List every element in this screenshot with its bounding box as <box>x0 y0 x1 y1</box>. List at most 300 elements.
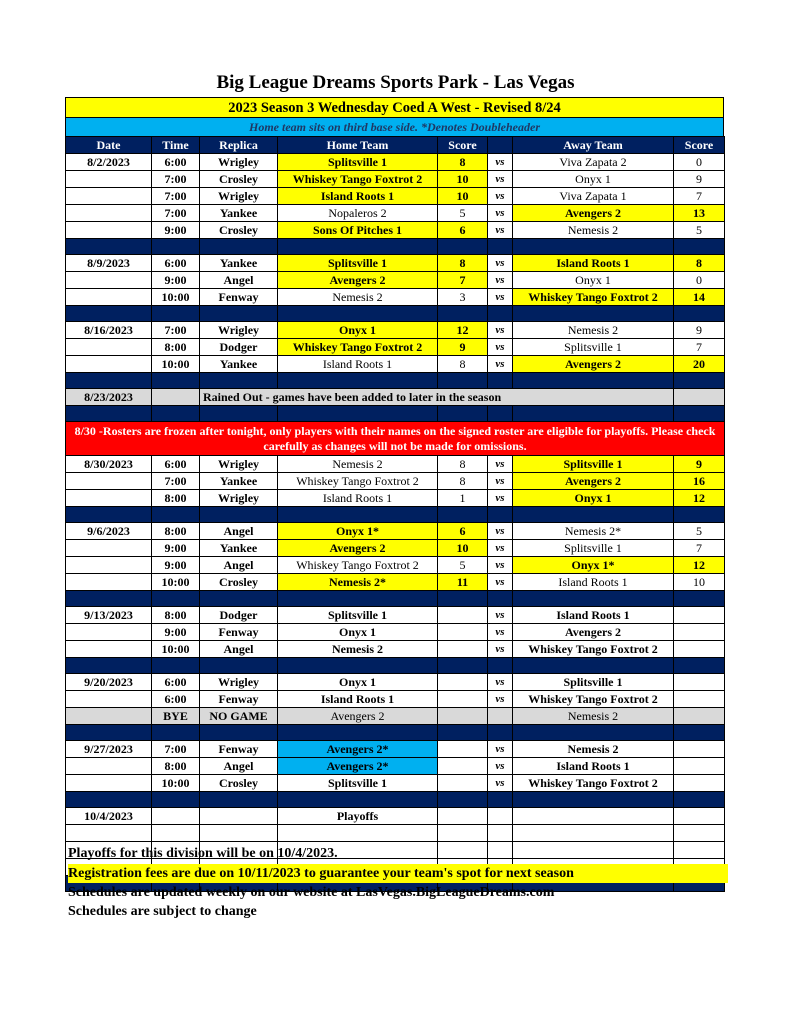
time-cell: 6:00 <box>152 154 200 171</box>
away-score-cell: 13 <box>674 205 725 222</box>
date-cell: 9/6/2023 <box>66 523 152 540</box>
game-row <box>66 188 725 205</box>
separator-row <box>66 792 725 808</box>
away-team-cell: Viva Zapata 1 <box>513 188 674 205</box>
home-score-cell <box>438 758 488 775</box>
away-score-cell <box>674 607 725 624</box>
separator-cell <box>674 591 725 607</box>
separator-cell <box>513 406 674 422</box>
vs-cell: vs <box>488 171 513 188</box>
time-cell: 7:00 <box>152 741 200 758</box>
game-row <box>66 624 725 641</box>
replica-cell: Wrigley <box>200 456 278 473</box>
time-cell: 9:00 <box>152 272 200 289</box>
game-row <box>66 473 725 490</box>
separator-cell <box>66 306 152 322</box>
separator-cell <box>200 591 278 607</box>
separator-cell <box>438 406 488 422</box>
col-away-team: Away Team <box>513 137 674 154</box>
vs-cell: vs <box>488 154 513 171</box>
bye-row <box>66 708 725 725</box>
home-score-cell: 8 <box>438 154 488 171</box>
rained-out-row <box>66 389 725 406</box>
away-score-cell: 12 <box>674 557 725 574</box>
replica-cell: Angel <box>200 758 278 775</box>
separator-cell <box>66 406 152 422</box>
away-score-cell: 7 <box>674 188 725 205</box>
away-score-cell: 7 <box>674 540 725 557</box>
date-cell <box>66 205 152 222</box>
replica-cell: Crosley <box>200 171 278 188</box>
separator-cell <box>513 239 674 255</box>
date-cell: 9/20/2023 <box>66 674 152 691</box>
vs-cell: vs <box>488 456 513 473</box>
away-score-cell: 7 <box>674 339 725 356</box>
vs-cell: vs <box>488 557 513 574</box>
date-cell <box>66 339 152 356</box>
away-team-cell: Avengers 2 <box>513 356 674 373</box>
home-score-cell <box>438 708 488 725</box>
separator-cell <box>488 306 513 322</box>
game-row <box>66 741 725 758</box>
separator-cell <box>66 591 152 607</box>
separator-cell <box>488 507 513 523</box>
home-team-cell: Splitsville 1 <box>278 775 438 792</box>
separator-cell <box>488 406 513 422</box>
date-cell: 9/27/2023 <box>66 741 152 758</box>
separator-cell <box>513 792 674 808</box>
away-team-cell: Whiskey Tango Foxtrot 2 <box>513 289 674 306</box>
date-cell <box>66 775 152 792</box>
away-team-cell: Island Roots 1 <box>513 574 674 591</box>
footer-registration: Registration fees are due on 10/11/2023 to guarantee your team's spot for next season <box>68 864 728 883</box>
date-cell <box>66 356 152 373</box>
away-team-cell: Onyx 1 <box>513 490 674 507</box>
time-cell: 6:00 <box>152 674 200 691</box>
home-team-cell: Whiskey Tango Foxtrot 2 <box>278 557 438 574</box>
separator-cell <box>488 373 513 389</box>
home-score-cell: 10 <box>438 171 488 188</box>
rained-out-text: Rained Out - games have been added to later in the season <box>200 389 674 406</box>
separator-cell <box>278 406 438 422</box>
vs-cell: vs <box>488 255 513 272</box>
away-score-cell: 12 <box>674 490 725 507</box>
game-row <box>66 356 725 373</box>
home-team-cell: Sons Of Pitches 1 <box>278 222 438 239</box>
date-cell <box>66 641 152 658</box>
date-cell: 8/23/2023 <box>66 389 152 406</box>
home-team-note: Home team sits on third base side. *Denotes Doubleheader <box>65 118 724 136</box>
away-team-cell: Nemesis 2 <box>513 222 674 239</box>
separator-cell <box>278 658 438 674</box>
away-score-cell <box>674 641 725 658</box>
blank-cell <box>278 825 438 842</box>
col-away-score: Score <box>674 137 725 154</box>
away-score-cell <box>674 624 725 641</box>
separator-cell <box>438 792 488 808</box>
time-cell: 8:00 <box>152 758 200 775</box>
separator-cell <box>438 591 488 607</box>
replica-cell: Angel <box>200 641 278 658</box>
blank-cell <box>66 825 152 842</box>
date-cell: 10/4/2023 <box>66 808 152 825</box>
home-team-cell: Onyx 1* <box>278 523 438 540</box>
date-cell: 8/9/2023 <box>66 255 152 272</box>
home-score-cell: 5 <box>438 557 488 574</box>
game-row <box>66 205 725 222</box>
time-cell: 7:00 <box>152 188 200 205</box>
game-row <box>66 222 725 239</box>
separator-cell <box>513 591 674 607</box>
header-row <box>66 137 725 154</box>
separator-cell <box>200 725 278 741</box>
away-score-cell: 0 <box>674 154 725 171</box>
game-row <box>66 540 725 557</box>
separator-cell <box>200 373 278 389</box>
vs-cell: vs <box>488 540 513 557</box>
separator-cell <box>438 725 488 741</box>
away-team-cell: Onyx 1 <box>513 272 674 289</box>
time-cell: 9:00 <box>152 624 200 641</box>
time-cell: 10:00 <box>152 289 200 306</box>
footer-subject-to-change: Schedules are subject to change <box>68 904 257 919</box>
col-date: Date <box>66 137 152 154</box>
replica-cell: Wrigley <box>200 490 278 507</box>
col-home-team: Home Team <box>278 137 438 154</box>
home-score-cell: 12 <box>438 322 488 339</box>
blank-cell <box>200 825 278 842</box>
away-team-cell: Island Roots 1 <box>513 758 674 775</box>
separator-cell <box>278 239 438 255</box>
date-cell: 9/13/2023 <box>66 607 152 624</box>
home-score-cell: 3 <box>438 289 488 306</box>
date-cell <box>66 188 152 205</box>
replica-cell: NO GAME <box>200 708 278 725</box>
away-score-cell: 9 <box>674 456 725 473</box>
game-row <box>66 641 725 658</box>
separator-cell <box>438 306 488 322</box>
replica-cell: Wrigley <box>200 188 278 205</box>
vs-cell <box>488 808 513 825</box>
date-cell <box>66 708 152 725</box>
home-score-cell <box>438 641 488 658</box>
away-team-cell: Viva Zapata 2 <box>513 154 674 171</box>
time-cell: 7:00 <box>152 322 200 339</box>
blank-cell <box>438 825 488 842</box>
separator-cell <box>488 725 513 741</box>
home-team-cell: Island Roots 1 <box>278 356 438 373</box>
home-score-cell: 6 <box>438 222 488 239</box>
separator-row <box>66 658 725 674</box>
home-team-cell: Splitsville 1 <box>278 255 438 272</box>
away-team-cell: Whiskey Tango Foxtrot 2 <box>513 775 674 792</box>
separator-cell <box>674 406 725 422</box>
date-cell <box>66 624 152 641</box>
home-score-cell: 8 <box>438 356 488 373</box>
away-score-cell <box>674 758 725 775</box>
home-team-cell: Nemesis 2 <box>278 289 438 306</box>
date-cell <box>66 758 152 775</box>
away-team-cell: Whiskey Tango Foxtrot 2 <box>513 641 674 658</box>
away-score-cell <box>674 708 725 725</box>
game-row <box>66 674 725 691</box>
home-team-cell: Whiskey Tango Foxtrot 2 <box>278 473 438 490</box>
separator-cell <box>200 658 278 674</box>
replica-cell: Fenway <box>200 289 278 306</box>
replica-cell: Fenway <box>200 741 278 758</box>
game-row <box>66 775 725 792</box>
vs-cell: vs <box>488 775 513 792</box>
home-team-cell: Avengers 2 <box>278 708 438 725</box>
home-team-cell: Whiskey Tango Foxtrot 2 <box>278 339 438 356</box>
separator-cell <box>513 507 674 523</box>
score-cell <box>674 389 725 406</box>
away-team-cell: Avengers 2 <box>513 624 674 641</box>
game-row <box>66 758 725 775</box>
separator-cell <box>200 239 278 255</box>
date-cell: 8/30/2023 <box>66 456 152 473</box>
separator-cell <box>152 792 200 808</box>
col-vs <box>488 137 513 154</box>
vs-cell <box>488 708 513 725</box>
separator-cell <box>152 507 200 523</box>
replica-cell: Wrigley <box>200 674 278 691</box>
time-cell: 6:00 <box>152 691 200 708</box>
separator-cell <box>152 591 200 607</box>
separator-row <box>66 306 725 322</box>
vs-cell: vs <box>488 222 513 239</box>
away-team-cell: Nemesis 2 <box>513 322 674 339</box>
away-team-cell: Avengers 2 <box>513 473 674 490</box>
date-cell <box>66 557 152 574</box>
home-score-cell <box>438 691 488 708</box>
time-cell <box>152 808 200 825</box>
home-team-cell: Island Roots 1 <box>278 490 438 507</box>
game-row <box>66 607 725 624</box>
home-score-cell: 1 <box>438 490 488 507</box>
separator-cell <box>513 373 674 389</box>
separator-cell <box>488 239 513 255</box>
separator-cell <box>66 373 152 389</box>
away-score-cell <box>674 674 725 691</box>
home-team-cell: Onyx 1 <box>278 624 438 641</box>
replica-cell: Dodger <box>200 339 278 356</box>
separator-cell <box>66 507 152 523</box>
date-cell <box>66 691 152 708</box>
time-cell: 10:00 <box>152 641 200 658</box>
away-score-cell: 20 <box>674 356 725 373</box>
home-team-cell: Nemesis 2 <box>278 641 438 658</box>
replica-cell: Crosley <box>200 574 278 591</box>
home-score-cell: 8 <box>438 255 488 272</box>
replica-cell <box>200 808 278 825</box>
home-score-cell <box>438 808 488 825</box>
time-cell: BYE <box>152 708 200 725</box>
away-score-cell: 9 <box>674 171 725 188</box>
separator-row <box>66 507 725 523</box>
home-score-cell <box>438 741 488 758</box>
game-row <box>66 557 725 574</box>
game-row <box>66 154 725 171</box>
separator-cell <box>278 792 438 808</box>
date-cell <box>66 473 152 490</box>
page-title: Big League Dreams Sports Park - Las Vegas <box>216 72 575 93</box>
replica-cell: Angel <box>200 523 278 540</box>
away-team-cell: Whiskey Tango Foxtrot 2 <box>513 691 674 708</box>
time-cell: 8:00 <box>152 523 200 540</box>
away-score-cell: 8 <box>674 255 725 272</box>
game-row <box>66 808 725 825</box>
home-team-cell: Nopaleros 2 <box>278 205 438 222</box>
separator-cell <box>438 239 488 255</box>
time-cell: 8:00 <box>152 490 200 507</box>
vs-cell: vs <box>488 188 513 205</box>
replica-cell: Angel <box>200 557 278 574</box>
date-cell <box>66 272 152 289</box>
roster-notice-row <box>66 422 725 456</box>
replica-cell: Dodger <box>200 607 278 624</box>
vs-cell: vs <box>488 272 513 289</box>
separator-cell <box>278 591 438 607</box>
vs-cell: vs <box>488 574 513 591</box>
footer-playoffs: Playoffs for this division will be on 10/4/2023. <box>68 846 338 861</box>
vs-cell: vs <box>488 758 513 775</box>
home-team-cell: Onyx 1 <box>278 674 438 691</box>
separator-row <box>66 373 725 389</box>
separator-cell <box>438 373 488 389</box>
separator-cell <box>674 658 725 674</box>
away-team-cell: Splitsville 1 <box>513 456 674 473</box>
separator-cell <box>152 306 200 322</box>
blank-cell <box>674 825 725 842</box>
footer-website: Schedules are updated weekly on our website at LasVegas.BigLeagueDreams.com <box>68 885 555 900</box>
separator-row <box>66 591 725 607</box>
vs-cell: vs <box>488 674 513 691</box>
away-score-cell <box>674 775 725 792</box>
season-subtitle: 2023 Season 3 Wednesday Coed A West - Revised 8/24 <box>65 97 724 118</box>
separator-cell <box>152 658 200 674</box>
replica-cell: Wrigley <box>200 154 278 171</box>
home-team-cell: Onyx 1 <box>278 322 438 339</box>
away-score-cell <box>674 808 725 825</box>
replica-cell: Yankee <box>200 255 278 272</box>
separator-cell <box>152 406 200 422</box>
away-score-cell: 5 <box>674 222 725 239</box>
separator-cell <box>438 507 488 523</box>
away-score-cell <box>674 691 725 708</box>
home-team-cell: Nemesis 2* <box>278 574 438 591</box>
home-score-cell: 10 <box>438 188 488 205</box>
time-cell: 8:00 <box>152 607 200 624</box>
vs-cell: vs <box>488 289 513 306</box>
vs-cell: vs <box>488 322 513 339</box>
time-cell: 10:00 <box>152 356 200 373</box>
away-team-cell: Splitsville 1 <box>513 674 674 691</box>
blank-row <box>66 825 725 842</box>
away-team-cell: Onyx 1* <box>513 557 674 574</box>
time-cell: 6:00 <box>152 255 200 272</box>
time-cell: 10:00 <box>152 775 200 792</box>
date-cell <box>66 222 152 239</box>
separator-cell <box>66 658 152 674</box>
game-row <box>66 322 725 339</box>
home-score-cell: 7 <box>438 272 488 289</box>
schedule-sheet <box>65 97 724 892</box>
vs-cell: vs <box>488 741 513 758</box>
date-cell <box>66 574 152 591</box>
game-row <box>66 691 725 708</box>
separator-cell <box>66 239 152 255</box>
vs-cell: vs <box>488 205 513 222</box>
time-cell: 8:00 <box>152 339 200 356</box>
blank-cell <box>152 825 200 842</box>
vs-cell: vs <box>488 607 513 624</box>
away-team-cell: Nemesis 2 <box>513 741 674 758</box>
home-team-cell: Island Roots 1 <box>278 188 438 205</box>
home-score-cell: 5 <box>438 205 488 222</box>
home-team-cell: Nemesis 2 <box>278 456 438 473</box>
vs-cell: vs <box>488 523 513 540</box>
away-score-cell: 10 <box>674 574 725 591</box>
separator-cell <box>278 373 438 389</box>
separator-row <box>66 725 725 741</box>
home-score-cell: 11 <box>438 574 488 591</box>
time-cell: 7:00 <box>152 473 200 490</box>
vs-cell: vs <box>488 691 513 708</box>
home-score-cell <box>438 775 488 792</box>
time-cell: 6:00 <box>152 456 200 473</box>
away-score-cell: 5 <box>674 523 725 540</box>
home-team-cell: Splitsville 1 <box>278 607 438 624</box>
time-cell: 9:00 <box>152 557 200 574</box>
time-cell: 10:00 <box>152 574 200 591</box>
home-team-cell: Island Roots 1 <box>278 691 438 708</box>
blank-cell <box>513 825 674 842</box>
away-team-cell: Splitsville 1 <box>513 540 674 557</box>
home-score-cell <box>438 674 488 691</box>
separator-cell <box>513 306 674 322</box>
game-row <box>66 523 725 540</box>
blank-cell <box>488 825 513 842</box>
replica-cell: Yankee <box>200 356 278 373</box>
schedule-body <box>66 154 725 892</box>
separator-cell <box>674 725 725 741</box>
separator-cell <box>152 373 200 389</box>
separator-cell <box>488 792 513 808</box>
game-row <box>66 339 725 356</box>
separator-cell <box>674 373 725 389</box>
vs-cell: vs <box>488 490 513 507</box>
separator-cell <box>278 507 438 523</box>
home-score-cell: 8 <box>438 473 488 490</box>
away-score-cell: 9 <box>674 322 725 339</box>
away-team-cell: Island Roots 1 <box>513 255 674 272</box>
home-score-cell: 8 <box>438 456 488 473</box>
separator-cell <box>438 658 488 674</box>
separator-cell <box>200 406 278 422</box>
separator-cell <box>674 239 725 255</box>
separator-cell <box>278 306 438 322</box>
away-score-cell: 14 <box>674 289 725 306</box>
away-team-cell <box>513 808 674 825</box>
date-cell <box>66 171 152 188</box>
date-cell <box>66 289 152 306</box>
vs-cell: vs <box>488 339 513 356</box>
separator-cell <box>66 792 152 808</box>
game-row <box>66 456 725 473</box>
home-score-cell: 6 <box>438 523 488 540</box>
home-team-cell: Avengers 2* <box>278 741 438 758</box>
